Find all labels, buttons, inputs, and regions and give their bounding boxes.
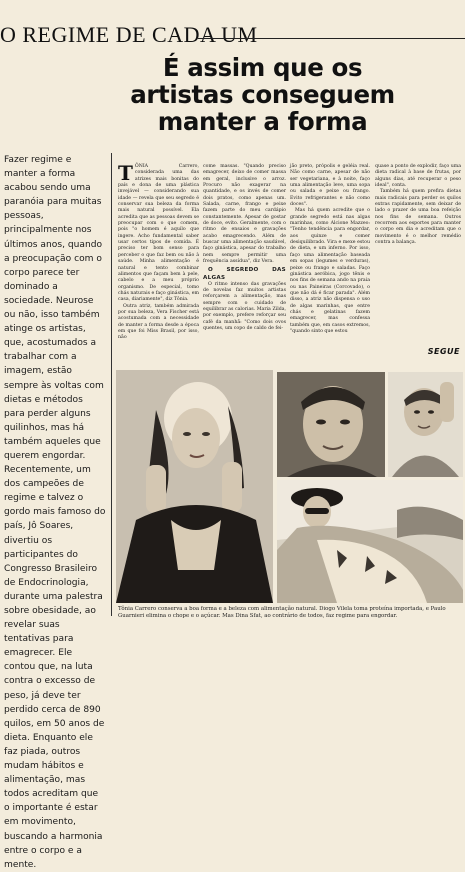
kicker-rule	[198, 38, 465, 39]
body-paragraph: quase a ponto de explodir, faço uma dieta radical à base de frutas, por alguns dias, até recuperar o peso ideal", conta.	[375, 164, 461, 189]
body-paragraph: Também há quem prefira dietas mais radicais para perder os quilos extras rapidamente, sem deixar de lado o prazer de uma boa refeição nos fins de semana. Outros recorrem aos esportes para manter o corpo em dia e acreditam que o movimento é o melhor remédio contra a balança.	[375, 189, 461, 246]
photo-tonia-carrero	[116, 370, 273, 603]
body-text: ÔNIA Carrero, considerada uma das atrizes mais bonitas do país e dona de uma plástica invejável — considerando sua idade — revela que seu segredo é conservar sua beleza da forma mais natural possível. Ela acredita que as pessoas devem se preocupar com o que comem, pois "o homem é aquilo que ingere. Acho fundamental saber usar certos tipos de comida. É preciso ter bom senso para perceber o que faz bem ou não à saúde. Minha alimentação é natural e tento combinar alimentos que façam bem à pele, cabelo e a meu próprio organismo. De especial, tomo chás naturais e faço ginástica, em casa, diariamente", diz Tônia.	[118, 164, 199, 303]
headline	[60, 54, 465, 135]
body-paragraph: Outra atriz, também admirada por sua beleza, Vera Fischer está acostumada com a necessidade de manter a forma desde a época em que foi Miss Brasil, por isso, não	[118, 303, 199, 341]
body-paragraph: jão preto, própolis e geléia real. Não como carne, apesar de não ser vegetariana, e à noite, faço uma alimentação leve, uma sopa ou salada e peixe ou frango. Evito refrigerantes e não como doces".	[290, 164, 370, 208]
photo-diogo-vilela	[277, 372, 385, 477]
portrait-illustration	[277, 480, 463, 603]
body-paragraph: come massas. "Quando preciso emagrecer, deixo de comer massa em geral, inclusive o arroz. Procuro não exagerar na quantidade, e os invés de comer dois pratos, como apenas um. Salada, carne, frango e peixe fazem parte do meu cardápio constantemente. Apesar de gostar de doce, evito. Geralmente, com o ritmo de ensaios e gravações acabo emagrecendo. Além de buscar uma alimentação saudável, faço ginástica, apesar do trabalho nem sempre permitir uma frequência assídua", diz Vera.	[203, 164, 286, 265]
photo-caption: Tônia Carrero conserva a boa forma e a beleza com alimentação natural. Diogo Vilela toma proteína importada, e Paulo Guarnieri elimina o chope e o açúcar. Mas Dina Sfat, ao contrário de todos, faz regime para engordar.	[118, 606, 446, 619]
continued-marker: SEGUE	[427, 347, 460, 356]
body-column-4	[375, 164, 461, 330]
section-subhead: O SEGREDO DAS ALGAS	[203, 266, 286, 281]
section-kicker: O REGIME DE CADA UM	[0, 22, 258, 47]
intro-paragraph: Fazer regime e manter a forma acabou sendo uma paranóia para muitas pessoas, principalmente nos últimos anos, quando a preocupação com o corpo parece ter dominado a sociedade. Neurose ou não, isso também atinge os artistas, que, acostumados a trabalhar com a imagem, estão sempre às voltas com dietas e métodos para perder alguns quilinhos, mas há também aqueles que querem engordar. Recentemente, um dos campeões de regime e talvez o gordo mais famoso do país, Jô Soares, divertiu os participantes do Congresso Brasileiro de Endocrinologia, durante uma palestra sobre obesidade, ao revelar suas tentativas para emagrecer. Ele contou que, na luta contra o excesso de peso, já deve ter perdido cerca de 890 quilos, em 50 anos de dieta. Enquanto ele faz piada, outros mudam hábitos e alimentação, mas todos acreditam que o importante é estar em movimento, buscando a harmonia entre o corpo e a mente.	[4, 155, 106, 870]
headline-line-2: artistas conseguem	[130, 80, 395, 109]
portrait-illustration	[116, 370, 273, 603]
headline-line-1: É assim que os	[162, 53, 363, 82]
headline-line-3: manter a forma	[157, 107, 368, 136]
photo-mas-dina-sfat	[277, 480, 463, 603]
photo-paulo-guarnieri	[388, 372, 463, 477]
body-paragraph	[118, 161, 199, 304]
body-column-3	[290, 164, 370, 334]
body-column-2	[203, 164, 286, 330]
body-column-1	[118, 161, 199, 341]
drop-cap: T	[118, 161, 133, 185]
body-paragraph: O ritmo intenso das gravações de novelas faz muitos artistas reforçarem a alimentação, mas sempre com o cuidado de equilibrar as calorias. Maria Zilda, por exemplo, prefere reforçar seu café da manhã: "Como dois ovos quentes, um copo de caldo de fei-	[203, 281, 286, 331]
portrait-illustration	[388, 372, 463, 477]
column-divider	[111, 153, 112, 616]
body-paragraph: Mas há quem acredite que o grande segredo está nas algas marinhas, como Alcione Mazzeo: "Tenho tendência para engordar, aos quinze e comer desiquilibrado. Vira e mexe estou de dieta, e um inferno. Por isso, faço uma alimentação baseada em sopas (legumes e verduras), peixe ou frango e saladas. Faço ginástica aeróbica, jogo tênis e nos fins de semana ando na praia ou nas Paineiras (Corcovado), o que não dá é ficar parada". Além disso, a atriz não dispensa o uso de algas marinhas, que entre chás e gelatinas fazem emagrecer, mas confessa também que, em casos extremos, "quando sinto que estou	[290, 208, 370, 334]
portrait-illustration	[277, 372, 385, 477]
